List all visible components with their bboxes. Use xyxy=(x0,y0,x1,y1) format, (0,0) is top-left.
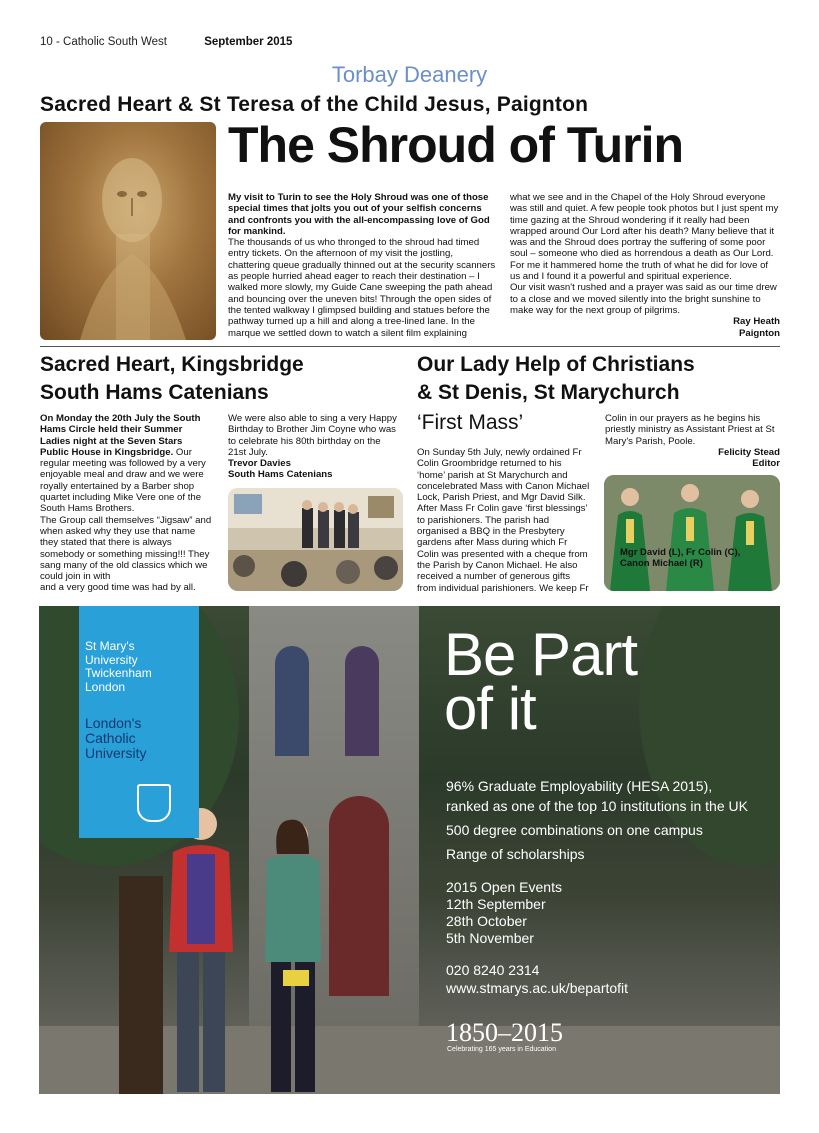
university-tagline xyxy=(85,716,146,761)
university-name xyxy=(85,640,152,694)
priests-photo-image xyxy=(604,475,780,591)
catenians-photo xyxy=(228,488,403,591)
article1-author: Ray Heath xyxy=(733,316,780,328)
issue-date: September 2015 xyxy=(204,36,293,48)
article3-col1 xyxy=(417,447,591,594)
tagline-line: London's xyxy=(85,715,142,731)
article3-title-line: & St Denis, St Marychurch xyxy=(417,381,680,404)
page-number: 10 - Catholic South West xyxy=(40,36,167,48)
ad-phone[interactable]: 020 8240 2314 xyxy=(446,962,540,978)
article1-col1 xyxy=(228,192,496,339)
caption-line: Canon Michael (R) xyxy=(620,558,703,569)
ad-points xyxy=(446,776,748,864)
article2-paragraph: Our regular meeting was followed by a very enjoyable meal and draw and we were royally entertained by a Barber shop quartet including Mike Vere one of the South Hams Brothers. xyxy=(40,446,206,515)
university-banner[interactable] xyxy=(79,606,199,838)
article2-col2 xyxy=(228,413,398,481)
article2-title-line: Sacred Heart, Kingsbridge xyxy=(40,353,304,376)
ad-point: Range of scholarships xyxy=(446,846,585,862)
tagline-line: University xyxy=(85,745,147,761)
students-figures xyxy=(159,802,359,1094)
ad-point: ranked as one of the top 10 institutions in the UK xyxy=(446,798,748,814)
ad-website-link[interactable]: www.stmarys.ac.uk/bepartofit xyxy=(446,980,629,996)
article1-paragraph: The thousands of us who thronged to the shroud had timed entry tickets. On the afternoon of my visit the jostling, chattering queue gradually thinned out at the security scanners as people hurried ahead eager to reach their destination – I walked more slowly, my Guide Cane sweeping the path ahead and bouncing over the uneven bits! Through the open sides of the tented walkway I glimpsed building and statues before the pathway turned up a hill and along a tree-lined lane. In the marque we settled down to watch a silent film explaining xyxy=(228,237,496,339)
ad-point: 96% Graduate Employability (HESA 2015), xyxy=(446,778,713,794)
open-event-date: 5th November xyxy=(446,930,534,946)
ad-headline-line2: of it xyxy=(444,675,536,742)
article3-title-line: Our Lady Help of Christians xyxy=(417,353,695,376)
university-advert[interactable] xyxy=(39,606,780,1094)
open-events-title: 2015 Open Events xyxy=(446,879,562,895)
article1-parish: Sacred Heart & St Teresa of the Child Jesus, Paignton xyxy=(40,93,589,116)
article1-author-place: Paignton xyxy=(738,327,780,339)
open-events xyxy=(446,879,562,947)
section-divider xyxy=(40,346,780,347)
tagline-line: Catholic xyxy=(85,730,136,746)
open-event-date: 28th October xyxy=(446,913,527,929)
deanery-title: Torbay Deanery xyxy=(331,62,488,87)
caption-line: Mgr David (L), Fr Colin (C), xyxy=(620,547,741,558)
article3-author-role: Editor xyxy=(752,458,780,470)
anniversary-years: 1850–2015 xyxy=(446,1018,563,1047)
stained-glass-window xyxy=(275,646,309,756)
university-name-line: Twickenham xyxy=(85,666,152,680)
article3-paragraph: On Sunday 5th July, newly ordained Fr Colin Groombridge returned to his ‘home’ parish at St Marychurch and concelebrated Mass with Canon Michael Lock, Parish Priest, and Mgr David Silk. After Mass Fr Colin gave ‘first blessings’ to parishioners. The parish had organised a BBQ in the Presbytery gardens after Mass during which Fr Colin was presented with a cheque from the Parish by Canon Michael. He also received a number of generous gifts from individual parishioners. We keep Fr xyxy=(417,447,590,594)
article2-col1 xyxy=(40,413,212,594)
page-header xyxy=(40,36,292,48)
article2-paragraph: The Group call themselves “Jigsaw” and when asked why they use that name they stated that there is always somebody or something missing!!! They sang many of the old classics which we could join in with xyxy=(40,514,212,583)
ad-headline-line1: Be Part xyxy=(444,621,638,688)
ad-point: 500 degree combinations on one campus xyxy=(446,822,703,838)
stained-glass-window xyxy=(345,646,379,756)
article3-subtitle: ‘First Mass’ xyxy=(417,411,524,434)
open-event-date: 12th September xyxy=(446,896,546,912)
university-name-line: University xyxy=(85,652,138,667)
photo-caption xyxy=(620,547,740,569)
article1-title: The Shroud of Turin xyxy=(228,117,683,173)
first-mass-photo xyxy=(604,475,780,591)
article1-intro: My visit to Turin to see the Holy Shroud was one of those special times that jolts you out of your selfish concerns and confronts you with the all-encompassing love of God for mankind. xyxy=(228,192,490,237)
catenians-photo-image xyxy=(228,488,403,591)
article2-title xyxy=(40,351,304,407)
article3-title xyxy=(417,351,695,407)
shroud-photo xyxy=(40,122,216,340)
anniversary-caption: Celebrating 165 years in Education xyxy=(447,1046,556,1053)
article2-paragraph: and a very good time was had by all. xyxy=(40,582,196,594)
article2-author-org: South Hams Catenians xyxy=(228,469,333,481)
shroud-face-image xyxy=(40,122,216,340)
university-name-line: St Mary's xyxy=(85,639,135,653)
university-name-line: London xyxy=(85,679,126,694)
article2-intro: On Monday the 20th July the South Hams Circle held their Summer Ladies night at the Seven Stars Public House in Kingsbridge. xyxy=(40,413,201,458)
article2-author: Trevor Davies xyxy=(228,458,291,470)
tree-trunk xyxy=(119,876,163,1094)
university-crest-icon xyxy=(137,784,171,822)
article3-col2 xyxy=(605,413,780,469)
article1-paragraph: Our visit wasn't rushed and a prayer was said as our time drew to a close and we moved silently into the bright sunshine to make way for the next group of pilgrims. xyxy=(510,282,777,316)
article1-paragraph: what we see and in the Chapel of the Holy Shroud everyone was still and quiet. A few people took photos but I just spent my time gazing at the Shroud wondering if it really had been wrapped around Our Lord after his death? Many believe that it was and the Shroud does portray the suffering of some poor soul – someone who died as horrendous a death as Our Lord. For me it hammered home the truth of what he did for love of us and I found it a powerful and spiritual experience. xyxy=(510,192,779,283)
article3-author: Felicity Stead xyxy=(718,446,780,458)
article1-col2 xyxy=(510,192,780,339)
article2-title-line: South Hams Catenians xyxy=(40,381,269,404)
article2-paragraph: We were also able to sing a very Happy Birthday to Brother Jim Coyne who was to celebrate his 80th birthday on the 21st July. xyxy=(228,413,397,458)
article3-paragraph: Colin in our prayers as he begins his priestly ministry as Assistant Priest at St Mary's Parish, Poole. xyxy=(605,413,775,447)
